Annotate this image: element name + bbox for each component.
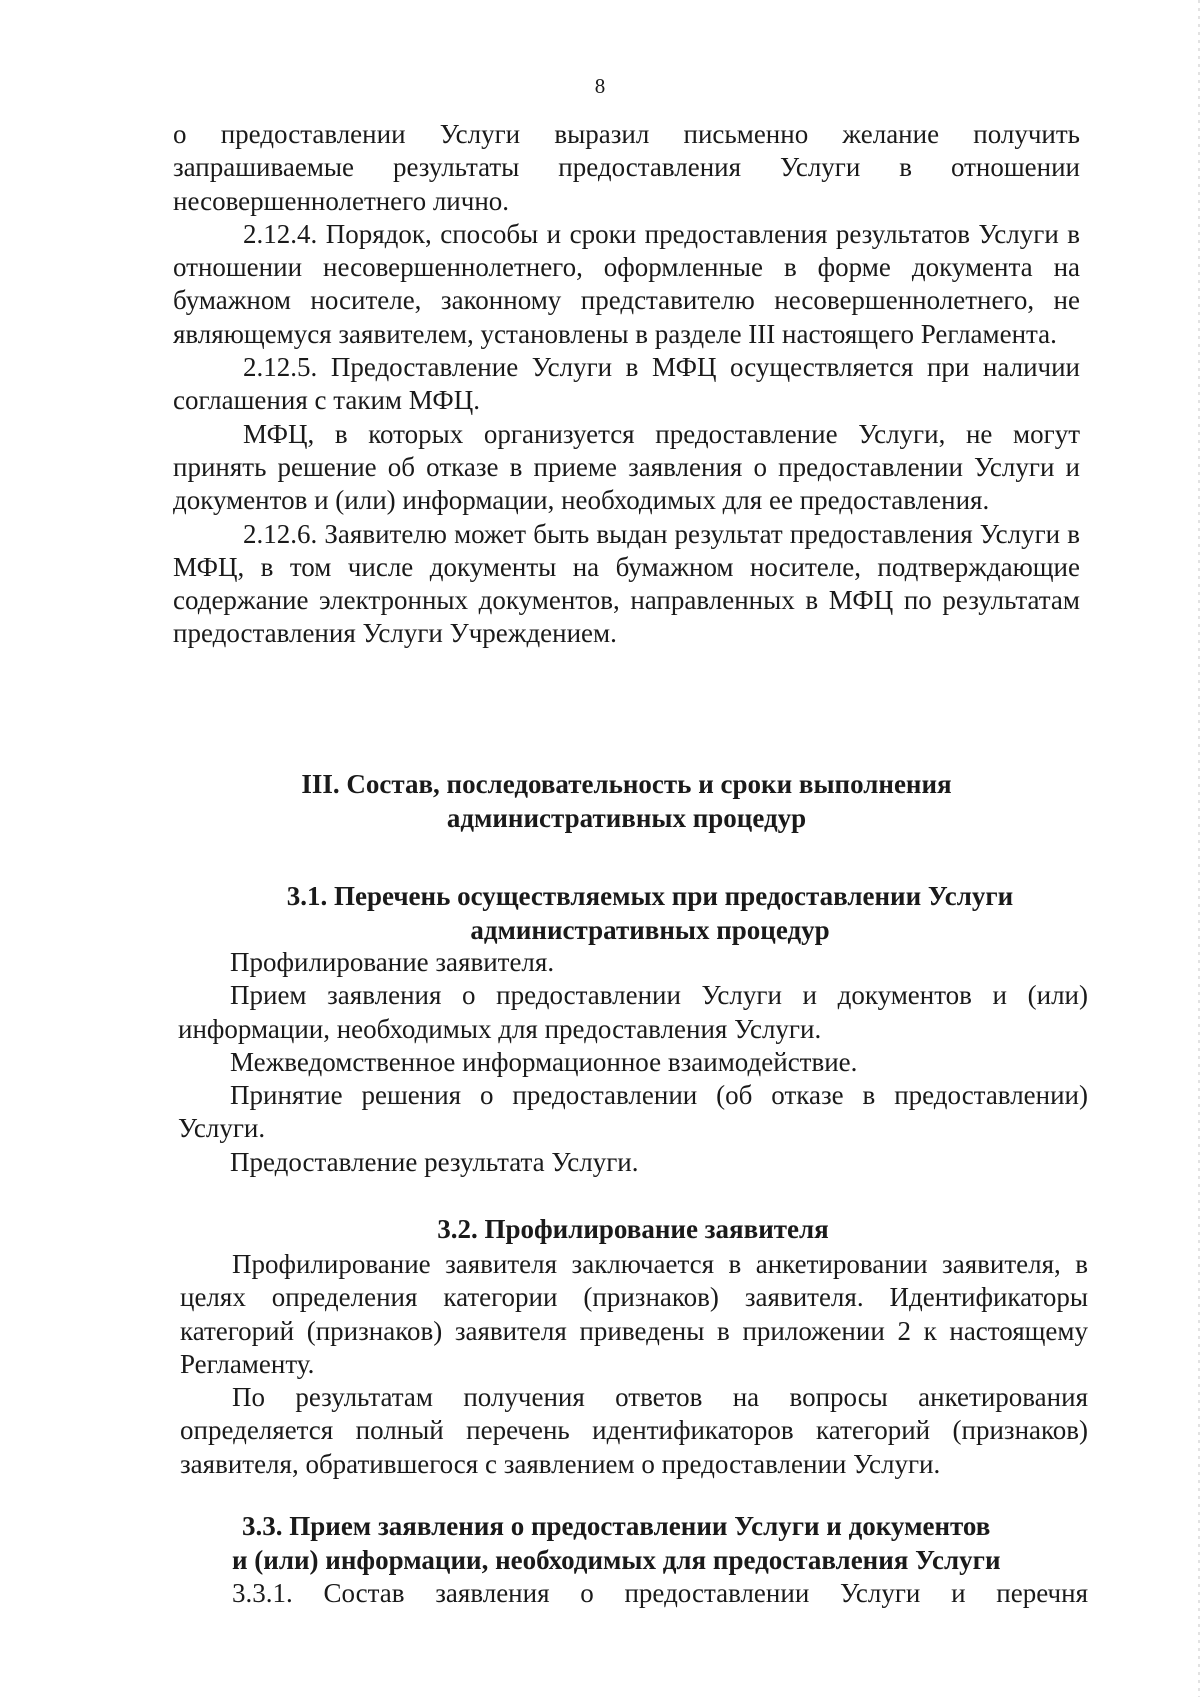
paragraph: Прием заявления о предоставлении Услуги и документов и (или) информации, необходимых для предоставления Услуги. xyxy=(178,980,1088,1044)
section-3-title-line1: III. Состав, последовательность и сроки выполнения xyxy=(301,769,952,799)
paragraph: По результатам получения ответов на вопросы анкетирования определяется полный перечень идентификаторов категорий (признаков) заявителя, обратившегося с заявлением о предоставлении Услуги. xyxy=(180,1382,1088,1479)
top-text-block xyxy=(173,118,1080,651)
section-3-3-title-line2: и (или) информации, необходимых для предоставления Услуги xyxy=(232,1545,1001,1575)
paragraph: Предоставление результата Услуги. xyxy=(230,1146,639,1177)
section-3-3-heading xyxy=(180,1509,1088,1577)
section-3-1-heading xyxy=(250,879,1050,947)
section-3-1-body xyxy=(178,946,1088,1179)
paragraph: Межведомственное информационное взаимодействие. xyxy=(230,1046,858,1077)
paragraph-2-12-5: 2.12.5. Предоставление Услуги в МФЦ осуществляется при наличии соглашения с таким МФЦ. xyxy=(173,352,1080,416)
section-3-2-body xyxy=(180,1248,1088,1481)
paragraph-2-12-4: 2.12.4. Порядок, способы и сроки предоставления результатов Услуги в отношении несовершеннолетнего, оформленные в форме документа на бумажном носителе, законному представителю несовершеннолетнего, не являющемуся заявителем, установлены в разделе III настоящего Регламента. xyxy=(173,218,1080,349)
paragraph: Принятие решения о предоставлении (об отказе в предоставлении) Услуги. xyxy=(178,1080,1088,1144)
page-number: 8 xyxy=(594,74,606,98)
paragraph: Профилирование заявителя заключается в анкетировании заявителя, в целях определения категории (признаков) заявителя. Идентификаторы категорий (признаков) заявителя приведены в приложении 2 к настоящему Регламенту. xyxy=(180,1249,1088,1379)
paragraph-3-3-1: 3.3.1. Состав заявления о предоставлении Услуги и перечня xyxy=(232,1578,1088,1608)
section-3-1-title-line1: 3.1. Перечень осуществляемых при предоставлении Услуги xyxy=(286,881,1014,911)
paragraph: о предоставлении Услуги выразил письменно желание получить запрашиваемые результаты предоставления Услуги в отношении несовершеннолетнего лично. xyxy=(173,119,1080,216)
paragraph: Профилирование заявителя. xyxy=(230,947,555,977)
section-3-2-title: 3.2. Профилирование заявителя xyxy=(437,1214,829,1244)
paragraph-2-12-6: 2.12.6. Заявителю может быть выдан результат предоставления Услуги в МФЦ, в том числе документы на бумажном носителе, подтверждающие содержание электронных документов, направленных в МФЦ по результатам предоставления Услуги Учреждением. xyxy=(173,518,1080,649)
section-3-2-heading xyxy=(178,1212,1088,1246)
section-3-heading xyxy=(173,767,1080,835)
paragraph-mfc: МФЦ, в которых организуется предоставление Услуги, не могут принять решение об отказе в приеме заявления о предоставлении Услуги и документов и (или) информации, необходимых для ее предоставления. xyxy=(173,418,1080,516)
section-3-3-title-line1: 3.3. Прием заявления о предоставлении Услуги и документов xyxy=(242,1511,991,1541)
section-3-title-line2: административных процедур xyxy=(446,803,807,833)
section-3-1-title-line2: административных процедур xyxy=(470,915,830,945)
section-3-3-body xyxy=(232,1577,1088,1610)
